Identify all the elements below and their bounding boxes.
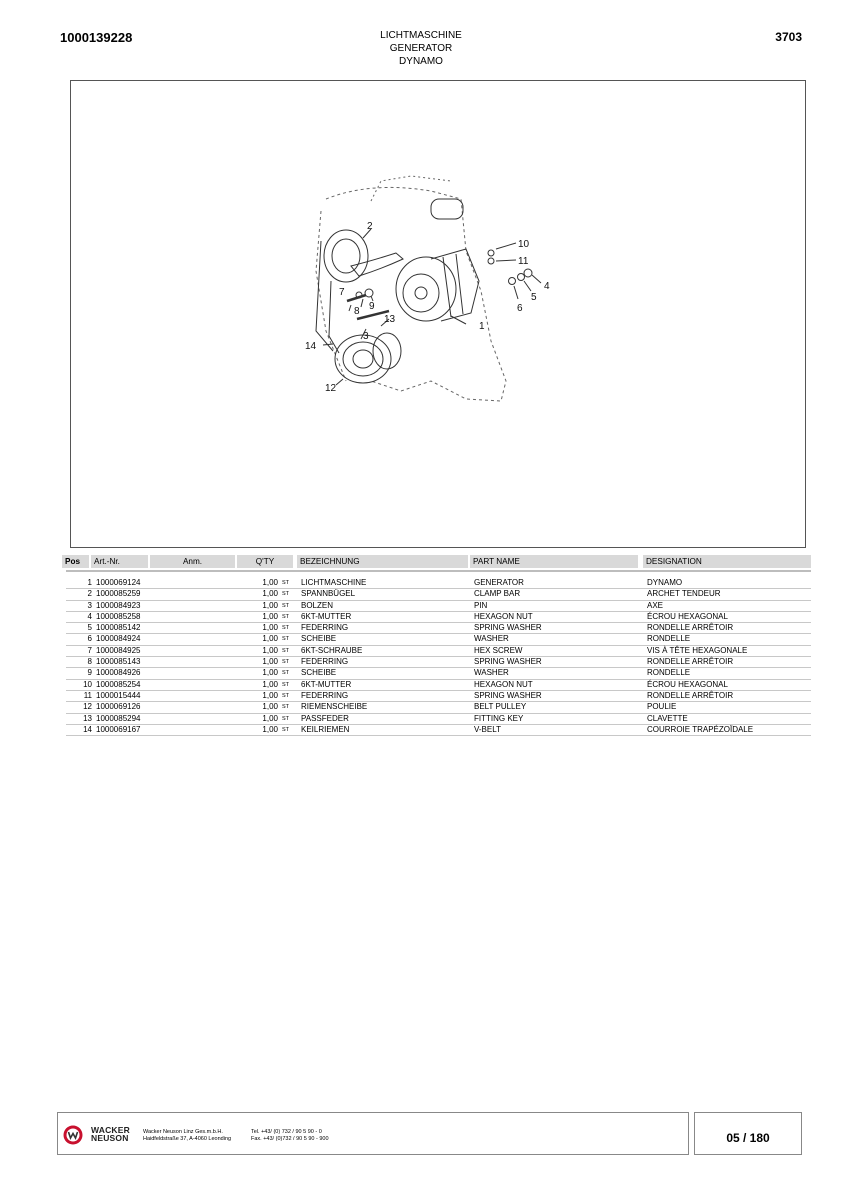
row-quantity: 1,00 [262,600,278,610]
table-row [66,634,811,645]
header-art-nr: Art.-Nr. [91,555,148,568]
row-article-number: 1000084925 [96,645,141,655]
title-german: LICHTMASCHINE [380,30,462,41]
logo-wordmark: WACKER NEUSON [91,1125,130,1143]
row-quantity: 1,00 [262,713,278,723]
row-name-english: HEXAGON NUT [474,611,533,621]
row-name-french: RONDELLE ARRÊTOIR [647,690,734,700]
row-name-french: COURROIE TRAPÉZOÏDALE [647,724,754,734]
page-number-box [694,1112,802,1155]
row-unit: ST [282,602,290,609]
row-pos: 6 [87,634,92,644]
row-pos: 9 [87,668,92,678]
row-quantity: 1,00 [262,702,278,712]
table-row [66,668,811,679]
row-name-english: HEX SCREW [474,645,523,655]
callout-label: 10 [518,239,530,250]
row-name-german: SCHEIBE [301,668,337,678]
callout-label: 12 [325,383,337,394]
callout-label: 1 [479,321,485,332]
callout-label: 8 [354,306,360,317]
row-name-french: VIS À TÊTE HEXAGONALE [647,645,748,655]
header-divider [66,570,811,572]
table-row [66,714,811,725]
table-row [66,601,811,612]
row-unit: ST [282,704,290,711]
row-name-french: RONDELLE [647,668,691,678]
row-unit: ST [282,613,290,620]
table-row [66,646,811,657]
row-name-german: BOLZEN [301,600,334,610]
row-quantity: 1,00 [262,623,278,633]
row-unit: ST [282,591,290,598]
row-article-number: 1000084926 [96,668,141,678]
wacker-neuson-logo-icon [63,1125,83,1145]
table-row [66,657,811,668]
table-row [66,702,811,713]
row-name-french: DYNAMO [647,578,683,587]
row-name-english: FITTING KEY [474,713,524,723]
row-pos: 1 [87,578,92,587]
row-name-english: BELT PULLEY [474,702,527,712]
row-name-french: AXE [647,600,664,610]
row-name-english: SPRING WASHER [474,657,542,667]
row-name-german: 6KT-MUTTER [301,611,352,621]
company-address: Wacker Neuson Linz Ges.m.b.H. Haidfeldstraße 37, A-4060 Leonding [143,1129,232,1142]
row-pos: 10 [83,679,92,689]
row-pos: 12 [83,702,92,712]
row-quantity: 1,00 [262,578,278,587]
row-name-german: SCHEIBE [301,634,337,644]
callout-label: 3 [363,331,369,342]
row-article-number: 1000085254 [96,679,141,689]
row-quantity: 1,00 [262,634,278,644]
row-name-german: FEDERRING [301,623,349,633]
callout-label: 6 [517,303,523,314]
row-quantity: 1,00 [262,645,278,655]
row-quantity: 1,00 [262,724,278,734]
row-quantity: 1,00 [262,679,278,689]
row-pos: 4 [87,611,92,621]
row-unit: ST [282,726,290,733]
row-pos: 2 [87,589,92,599]
row-pos: 3 [87,600,92,610]
row-pos: 7 [87,645,92,655]
row-name-german: 6KT-SCHRAUBE [301,645,363,655]
row-article-number: 1000085142 [96,623,141,633]
row-name-german: LICHTMASCHINE [301,578,367,587]
row-name-german: FEDERRING [301,690,349,700]
row-name-english: V-BELT [474,724,501,734]
row-name-german: 6KT-MUTTER [301,679,352,689]
row-article-number: 1000084924 [96,634,141,644]
row-article-number: 1000085258 [96,611,141,621]
row-name-english: GENERATOR [474,578,524,587]
row-name-french: POULIE [647,702,677,712]
row-unit: ST [282,636,290,643]
callout-label: 9 [369,301,375,312]
row-name-english: CLAMP BAR [474,589,521,599]
row-name-german: KEILRIEMEN [301,724,350,734]
document-number: 1000139228 [60,30,133,45]
row-quantity: 1,00 [262,611,278,621]
page-number: 05 / 180 [726,1131,770,1145]
table-row [66,680,811,691]
footer [57,1112,689,1155]
row-name-english: HEXAGON NUT [474,679,533,689]
callout-label: 2 [367,221,373,232]
row-name-german: PASSFEDER [301,713,349,723]
table-row [66,589,811,600]
exploded-view-drawing [70,80,806,548]
row-unit: ST [282,681,290,688]
row-unit: ST [282,580,290,586]
parts-table [62,555,811,734]
table-row [66,612,811,623]
row-name-german: SPANNBÜGEL [301,589,356,599]
table-body [62,578,811,736]
contact-info: Tel. +43/ (0) 732 / 90 5 90 - 0 Fax. +43/ (0)732 / 90 5 90 - 900 [251,1129,329,1142]
row-pos: 8 [87,657,92,667]
row-article-number: 1000085259 [96,589,141,599]
row-quantity: 1,00 [262,690,278,700]
row-article-number: 1000069126 [96,702,141,712]
row-article-number: 1000085143 [96,657,141,667]
callout-label: 7 [339,287,345,298]
row-name-french: ÉCROU HEXAGONAL [647,611,728,621]
row-name-french: RONDELLE [647,634,691,644]
header-bezeichnung: BEZEICHNUNG [297,555,468,568]
row-name-english: PIN [474,600,488,610]
title-block [310,29,532,68]
header-qty: Q'TY [237,555,293,568]
header-designation: DESIGNATION [643,555,811,568]
callout-label: 11 [518,256,529,267]
row-pos: 5 [87,623,92,633]
row-quantity: 1,00 [262,657,278,667]
callout-label: 4 [544,281,550,292]
row-name-english: SPRING WASHER [474,623,542,633]
row-name-french: ARCHET TENDEUR [647,589,721,599]
table-header [62,555,811,568]
row-quantity: 1,00 [262,668,278,678]
header-part-name: PART NAME [470,555,638,568]
callout-label: 5 [531,292,537,303]
page-code: 3703 [775,30,802,44]
row-pos: 11 [83,690,92,700]
header-anm: Anm. [150,555,235,568]
row-name-english: WASHER [474,668,509,678]
row-article-number: 1000069167 [96,724,141,734]
callout-label: 13 [384,314,396,325]
title-english: GENERATOR [389,43,453,54]
header-pos: Pos [62,555,89,568]
alternator-exploded-illustration [71,81,807,549]
row-unit: ST [282,647,290,654]
row-name-english: SPRING WASHER [474,690,542,700]
row-unit: ST [282,670,290,677]
table-row [66,578,811,589]
row-article-number: 1000015444 [96,690,141,700]
row-name-german: FEDERRING [301,657,349,667]
table-row [66,725,811,736]
row-unit: ST [282,715,290,722]
row-unit: ST [282,692,290,699]
row-article-number: 1000085294 [96,713,141,723]
row-pos: 14 [83,724,92,734]
row-name-french: RONDELLE ARRÊTOIR [647,657,734,667]
row-quantity: 1,00 [262,589,278,599]
row-unit: ST [282,625,290,632]
table-row [66,623,811,634]
row-unit: ST [282,659,290,666]
row-name-french: CLAVETTE [647,713,688,723]
row-article-number: 1000084923 [96,600,141,610]
row-article-number: 1000069124 [96,578,141,587]
title-french: DYNAMO [399,56,443,67]
row-name-german: RIEMENSCHEIBE [301,702,368,712]
callout-label: 14 [305,341,317,352]
row-name-french: RONDELLE ARRÊTOIR [647,623,734,633]
row-name-french: ÉCROU HEXAGONAL [647,679,728,689]
row-pos: 13 [83,713,92,723]
table-row [66,691,811,702]
row-name-english: WASHER [474,634,509,644]
